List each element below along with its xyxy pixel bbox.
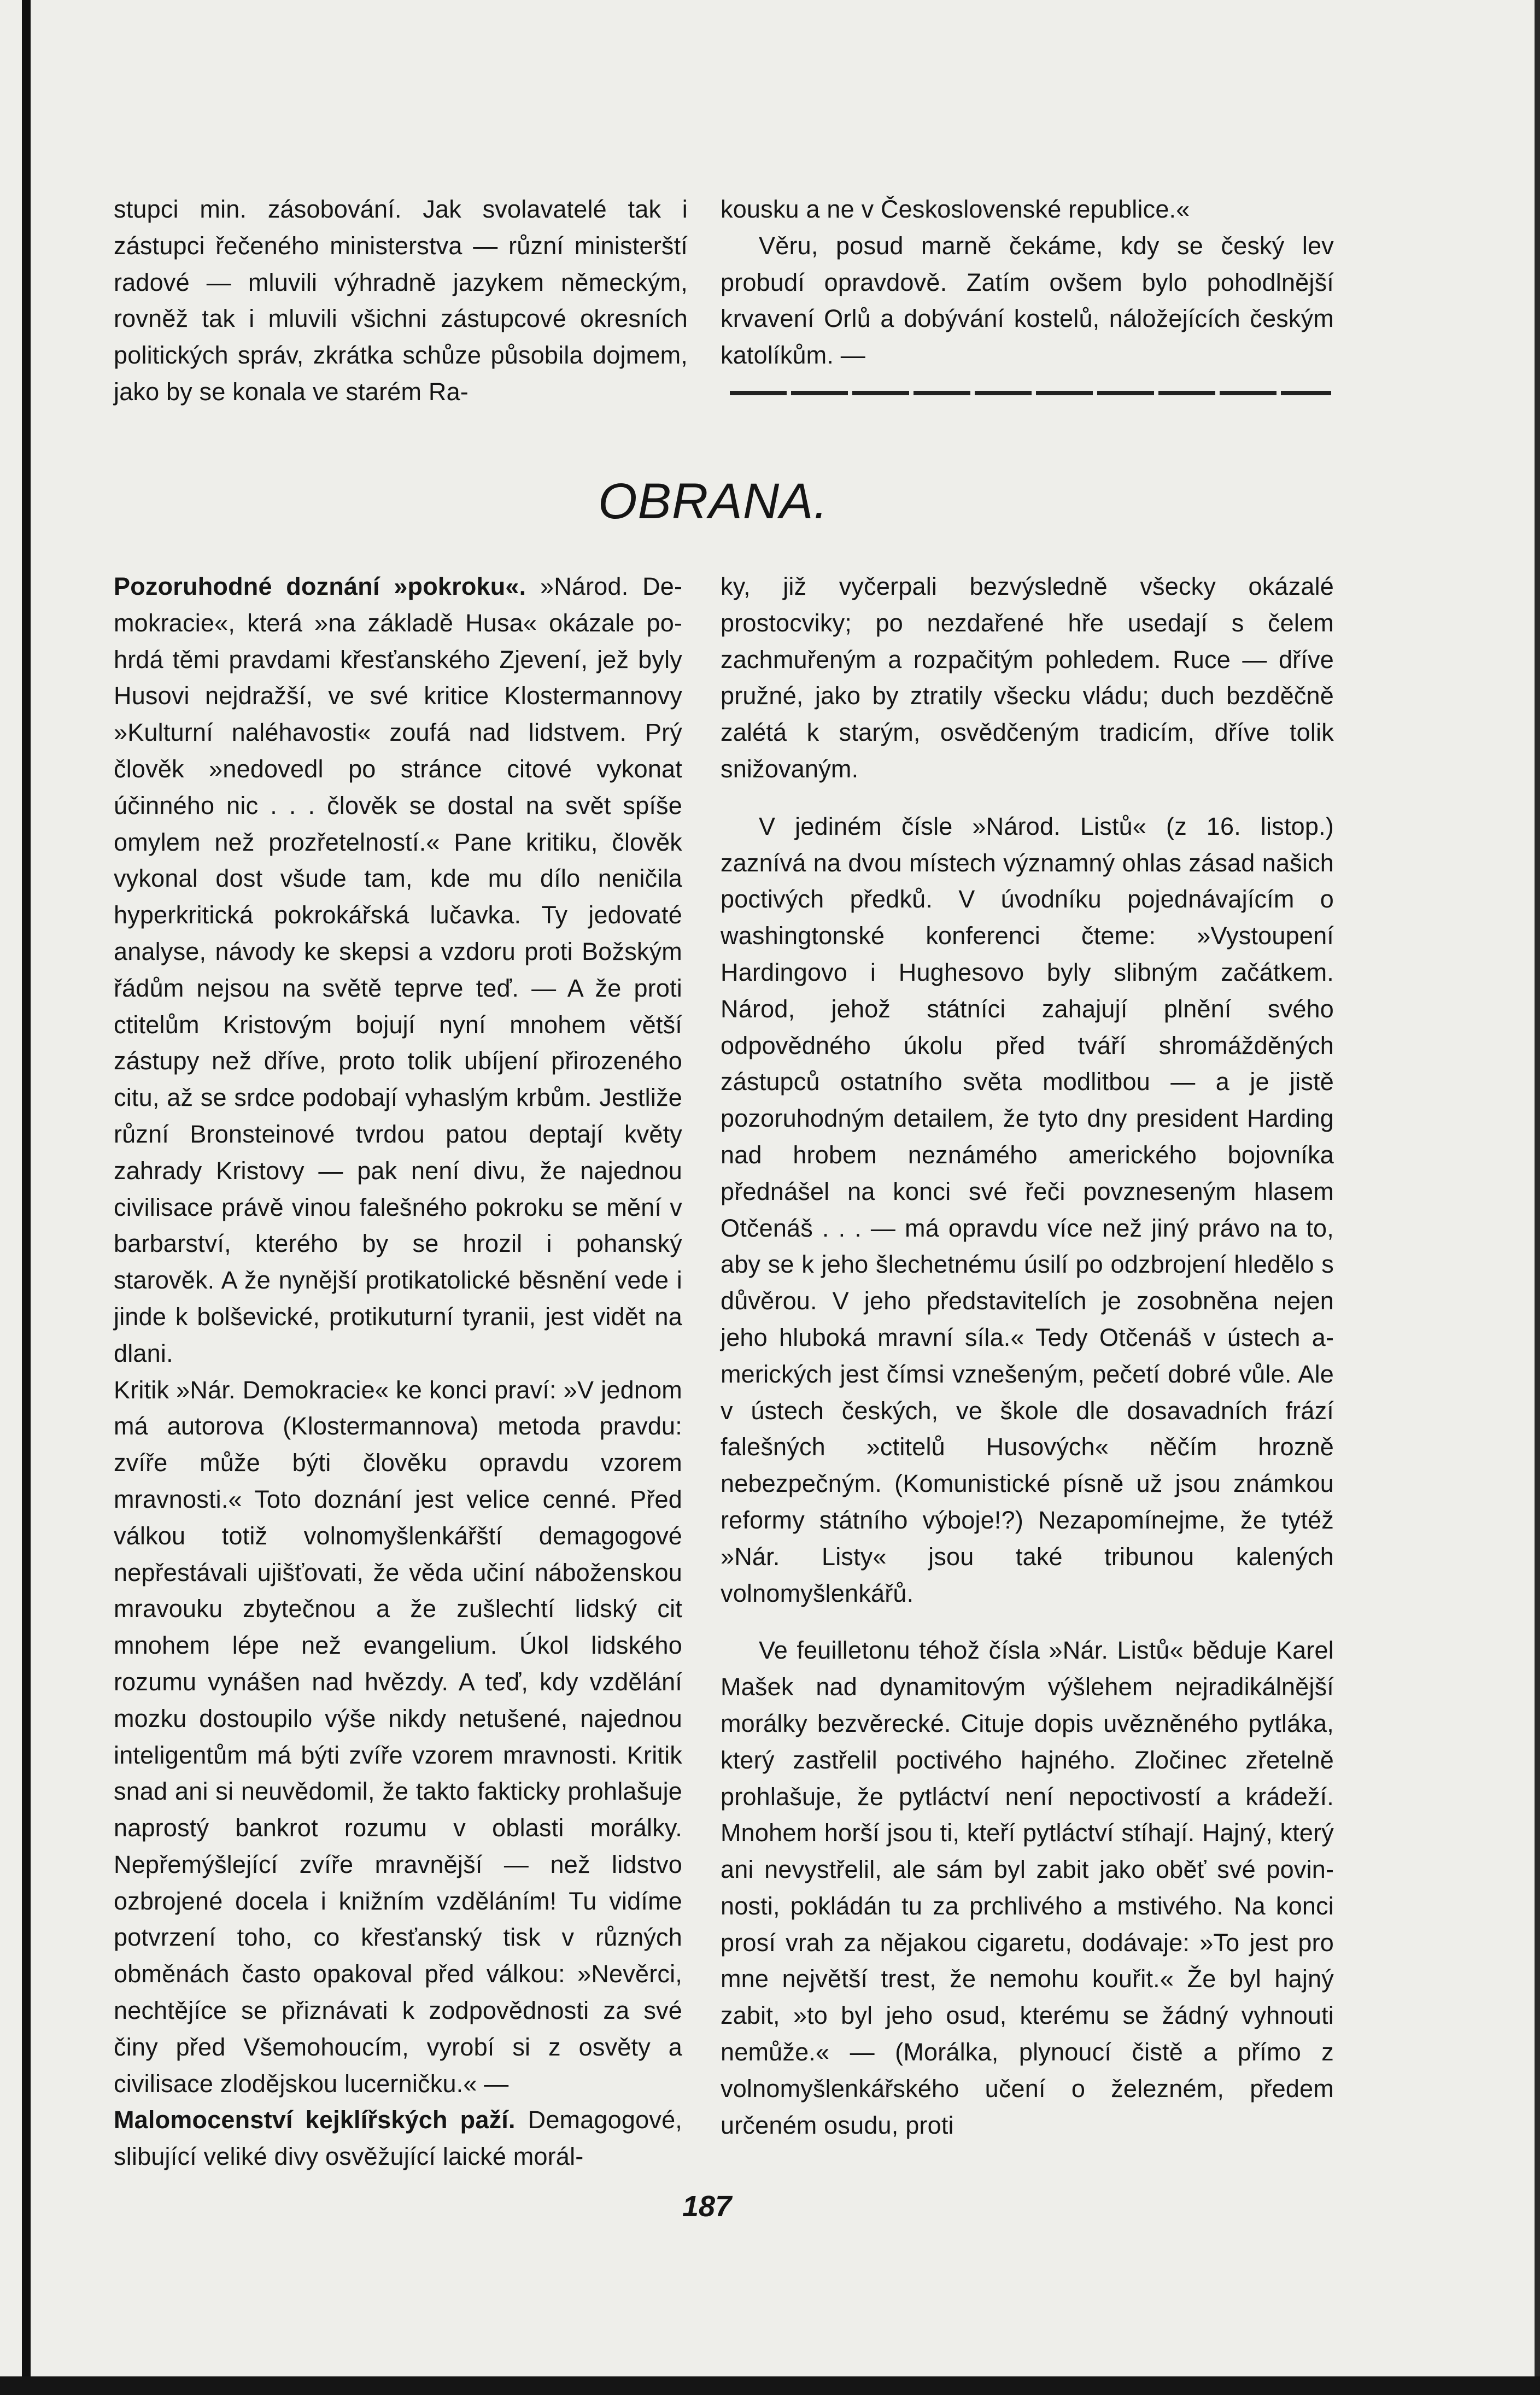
paragraph: [114, 569, 682, 1372]
scan-left-edge: [22, 0, 31, 2395]
paragraph: ky, již vyčerpali bezvýsledně všecky okázalé prostocviky; po nezdařené hře usedají s čelem zachmuřeným a rozpačitým pohledem. Ruce — dříve pružné, jako by ztratily všecku vládu; duch bezděčně zalétá k starým, osvědčeným tradicím, dříve tolik snižovaným.: [721, 572, 1334, 783]
paragraph: V jediném čísle »Národ. Listů« (z 16. listop.) zaznívá na dvou místech významný ohlas zásad našich poctivých předků. V úvodníku pojednávajícím o washingtonské konferenci čteme: »Vystoupení Hardingovo i Hughesovo byly slibným začátkem. Národ, jehož státníci zahajují plnění svého odpovědného úkolu před tváří shromážděných zástupců ostatního světa modlitbou — a je jistě pozoruhodným detailem, že tyto dny president Harding nad hrobem neznámého amerického bojovníka přednášel na konci své řeči povzneseným hlasem Otčenáš . . . — má opravdu více než jiný právo na to, aby se k jeho šlechetnému úsilí po odzbrojení hledělo s důvěrou. V jeho představitelích je zosobněna nejen jeho hluboká mravní síla.« Tedy Otčenáš v ústech amerických jest čímsi vznešeným, pečetí dobré vůle. Ale v ústech českých, ve škole dle dosavadních frází falešných »ctitelů Husových« něčím hrozně nebezpečným. (Komunistické písně už jsou známkou reformy státního výboje!?) Nezapomínejme, že tytéž »Nár. Listy« jsou také tribunou kalených volnomyšlenkářů.: [721, 812, 1334, 1607]
top-right-column: [721, 191, 1334, 374]
scan-right-edge: [1535, 0, 1540, 2395]
paragraph: Kritik »Nár. Demokracie« ke konci praví: »V jednom má autorova (Klostermannova) metoda pravdu: zvíře může býti člověku opravdu vzorem mravnosti.« Toto doznání jest velice cenné. Před válkou totiž volnomyšlenkářští demagogové nepřestávali ujišťovati, že věda učiní náboženskou mravouku zbytečnou a že zušlechtí lidský cit mnohem lépe než evangelium. Úkol lidského rozumu vynášen nad hvězdy. A teď, kdy vzdělání mozku dostoupilo výše nikdy netušené, najednou inteligentům má býti zvíře vzorem mravnosti. Kritik snad ani si neuvědomil, že takto fakticky prohlašuje naprostý bankrot rozumu v oblasti morálky. Nepřemýšlející zvíře mravnější — než lidstvo ozbrojené docela i knižním vzděláním! Tu vidíme potvrzení toho, co křesťanský tisk v různých obměnách často opakoval před válkou: »Nevěrci, nechtějíce se přiznávati k zodpovědnosti za své činy před Všemohoucím, vyrobí si z osvěty a civilisace zlodějskou lucerničku.« —: [114, 1375, 682, 2098]
paragraph: Ve feuilletonu téhož čísla »Nár. Listů« běduje Karel Mašek nad dynamitovým výšlehem nejradikálnější morálky bezvěrecké. Cituje dopis uvězněného pytláka, který zastřelil poctivého hajného. Zločinec zřetelně prohlašuje, že pytláctví není nepoctivostí a krádeží. Mnohem horší jsou ti, kteří pytláctví stíhají. Hajný, který ani nevystřelil, ale sám byl zabit jako oběť své povinnosti, pokládán tu za prchlivého a mstivého. Na konci prosí vrah za nějakou cigaretu, dodávaje: »To jest pro mne největší trest, že nemohu kouřit.« Že byl hajný zabit, »to byl jeho osud, kterému se žádný vyhnouti nemůže.« — (Morálka, plynoucí čistě a přímo z volnomyšlenkářského učení o železném, předem určeném osudu, proti: [721, 1636, 1334, 2139]
paragraph-body: »Národ. Demokracie«, která »na základě Husa« okázale pohrdá těmi pravdami křesťanského Zjevení, jež byly Husovi nejdražší, ve své kritice Klostermannovy »Kulturní naléhavosti« zoufá nad lidstvem. Prý člověk »nedovedl po stránce citové vykonat účinného nic . . . člověk se dostal na svět spíše omylem než prozřetelností.« Pane kritiku, člověk vykonal dost všude tam, kde mu dílo neničila hyperkritická pokrokářská lučavka. Ty jedovaté analyse, návody ke skepsi a vzdoru proti Božským řádům nejsou na světě teprve teď. — A že proti ctitelům Kristovým bojují nyní mnohem větší zástupy než dříve, proto tolik ubíjení přirozeného citu, až se srdce podobají vyhaslým krbům. Jestliže různí Bronsteinové tvrdou patou deptají květy zahrady Kristovy — pak není divu, že najednou civilisace právě vinou falešného pokroku se mění v barbarství, kterého by se hrozil i pohanský starověk. A že nynější protikatolické běsnění vede i jinde k bolševické, protikuturní tyranii, jest vidět na dlani.: [114, 572, 683, 1367]
left-column: [114, 569, 682, 2175]
paragraph-body: Demagogové, slibující veliké divy osvěžující laické morál-: [114, 2106, 682, 2171]
paragraph: stupci min. zásobování. Jak svolavatelé tak i zástupci řečeného ministerstva — různí ministerští radové — mluvili výhradně jazykem německým, rovněž tak i mluvili všichni zástupcové okresních politických správ, zkrátka schůze působila dojmem, jako by se konala ve starém Ra-: [114, 195, 688, 406]
paragraph: Věru, posud marně čekáme, kdy se český lev probudí opravdově. Zatím ovšem bylo pohodlnější krvavení Orlů a dobývání kostelů, náložejících českým katolíkům. —: [721, 231, 1334, 370]
page-number: 187: [682, 2190, 732, 2223]
paragraph: kousku a ne v Československé republice.«: [721, 195, 1190, 223]
paragraph-lead: Pozoruhodné doznání »pokroku«.: [114, 572, 526, 600]
paragraph: [114, 2102, 682, 2175]
scan-bottom-edge: [0, 2376, 1540, 2395]
paragraph-lead: Malomocenství kejklířských paží.: [114, 2106, 516, 2134]
section-heading: OBRANA.: [598, 473, 829, 529]
top-left-column: [114, 191, 688, 411]
section-divider: [730, 391, 1331, 395]
right-column: [721, 569, 1334, 2144]
